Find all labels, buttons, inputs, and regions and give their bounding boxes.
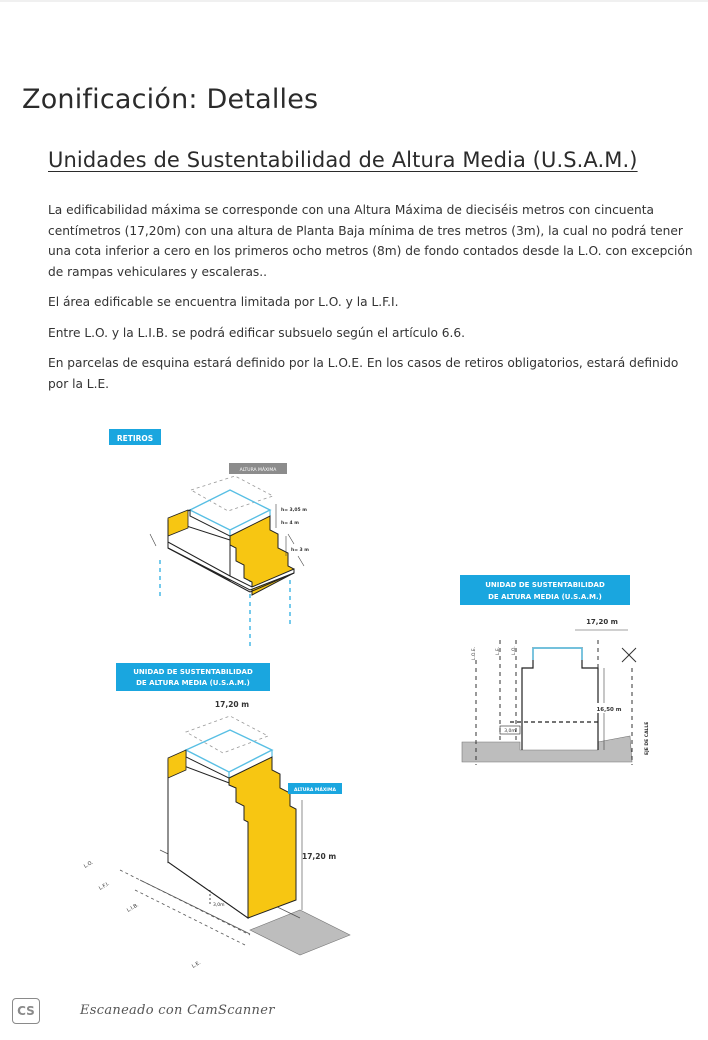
section-line-label-le: L.E.: [496, 646, 501, 655]
line-label-lfi: L.F.I.: [98, 880, 111, 892]
altura-maxima-grey-label: ALTURA MÁXIMA: [239, 468, 277, 473]
line-label-lib: L.I.B.: [126, 902, 140, 914]
paragraph-esquina: En parcelas de esquina estará definido por la L.O.E. En los casos de retiros obligatorios, estará definido por la L.E.: [48, 356, 679, 391]
section-badge-line1: UNIDAD DE SUSTENTABILIDAD: [485, 581, 605, 589]
body-text: [48, 200, 700, 404]
usam-badge-line1: UNIDAD DE SUSTENTABILIDAD: [133, 668, 253, 676]
section-badge-line2: DE ALTURA MEDIA (U.S.A.M.): [488, 593, 602, 601]
section-axis-label: EJE DE CALLE: [645, 721, 650, 755]
scanner-footer: [12, 998, 412, 1028]
usam-height-label: 17,20 m: [302, 852, 337, 861]
line-label-le: L.E.: [191, 959, 202, 970]
camscanner-logo-icon: CS: [12, 998, 40, 1024]
section-width-label: 17,20 m: [586, 618, 618, 626]
section-subtitle: Unidades de Sustentabilidad de Altura Media (U.S.A.M.): [48, 148, 638, 172]
diagram-usam: [83, 663, 350, 970]
page-title: Zonificación: Detalles: [22, 84, 319, 115]
diagram-section: [460, 575, 650, 765]
dim-label-3: h= 3 m: [291, 548, 309, 553]
section-height-label: 16,50 m: [596, 707, 622, 713]
section-small-label: 3,0m: [504, 729, 516, 734]
usam-badge-line2: DE ALTURA MEDIA (U.S.A.M.): [136, 679, 250, 687]
paragraph-area-edificable: El área edificable se encuentra limitada por L.O. y la L.F.I.: [48, 295, 399, 309]
diagram-retiros: [109, 429, 309, 648]
dim-label-1: h= 3,05 m: [281, 508, 307, 513]
usam-small-label: 3,0m: [213, 903, 225, 908]
top-border-line: [0, 0, 708, 2]
line-label-lo: L.O.: [83, 859, 95, 870]
paragraph-edificabilidad: La edificabilidad máxima se corresponde con una Altura Máxima de dieciséis metros con cincuenta centímetros (17,20m) con una altura de Planta Baja mínima de tres metros (3m), la cual no podrá tener una cota inferior a cero en los primeros ocho metros (8m) de fondo contados desde la L.O. con excepción de rampas vehiculares y escaleras..: [48, 203, 693, 279]
retiros-badge-label: RETIROS: [116, 434, 154, 443]
altura-maxima-tag-label: ALTURA MÁXIMA: [294, 788, 336, 793]
dim-label-2: h= 4 m: [281, 521, 299, 526]
zoning-diagrams: [0, 415, 708, 970]
camscanner-text: Escaneado con CamScanner: [80, 1003, 275, 1018]
paragraph-subsuelo: Entre L.O. y la L.I.B. se podrá edificar subsuelo según el artículo 6.6.: [48, 325, 466, 340]
usam-width-label: 17,20 m: [214, 700, 250, 709]
section-line-label-loe: L.O.E.: [472, 646, 477, 660]
section-line-label-lo: L.O.: [512, 646, 517, 655]
